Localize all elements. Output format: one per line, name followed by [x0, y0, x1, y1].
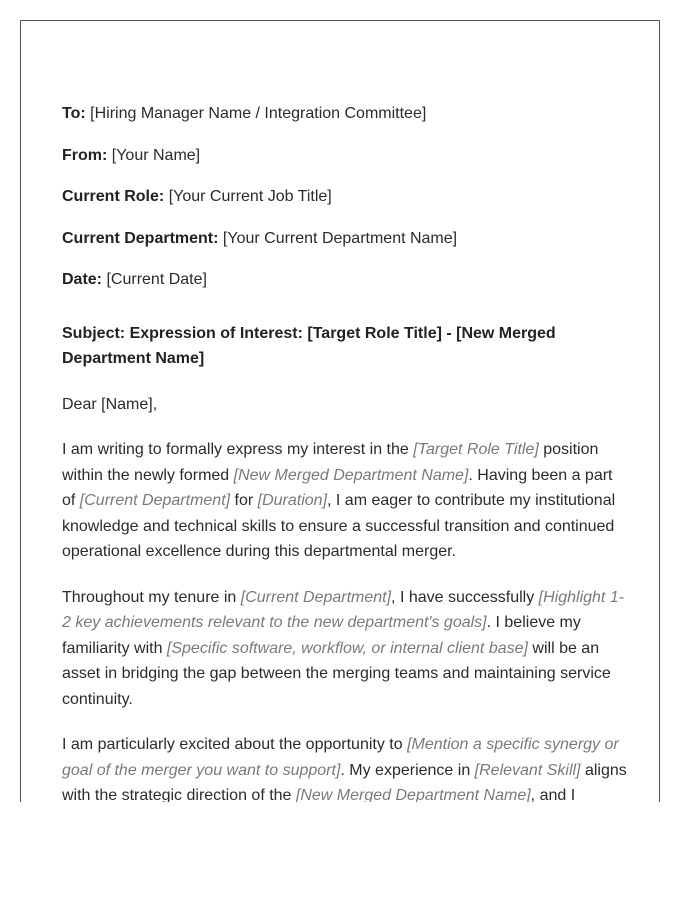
current-role-value: [Your Current Job Title]	[168, 188, 332, 205]
date-field	[62, 267, 627, 293]
body-text: , and I	[530, 787, 576, 802]
current-department-label: Current Department:	[62, 229, 219, 247]
body-text: , I have successfully	[391, 588, 539, 606]
body-text: will be an asset in bridging the gap between the merging teams and maintaining service continuity.	[62, 639, 611, 708]
subject-line: Subject: Expression of Interest: [Target Role Title] - [New Merged Department Name]	[62, 324, 556, 367]
from-field	[62, 143, 627, 169]
body-paragraph	[62, 732, 627, 802]
to-field	[62, 101, 627, 127]
body-text: I am writing to formally express my interest in the	[62, 441, 414, 458]
to-label: To:	[62, 105, 86, 122]
body-paragraph	[62, 585, 627, 713]
placeholder-text: [Mention a specific synergy or goal of the merger you want to support]	[62, 736, 619, 779]
current-department-field	[62, 226, 627, 252]
body-text: position within the newly formed	[62, 441, 599, 484]
from-label: From:	[62, 146, 108, 164]
letter-content	[62, 101, 627, 802]
body-text: . My experience in	[340, 761, 475, 779]
body-text: . Having been a part of	[62, 466, 613, 509]
body-text: Throughout my tenure in	[62, 588, 241, 606]
current-department-value: [Your Current Department Name]	[222, 229, 458, 247]
body-text: I am particularly excited about the opportunity to	[62, 736, 408, 753]
placeholder-text: [New Merged Department Name]	[233, 466, 469, 484]
current-role-field	[62, 184, 627, 210]
placeholder-text: [Duration]	[257, 492, 328, 509]
body-text: . I believe my familiarity with	[62, 614, 581, 657]
body-text: aligns with the strategic direction of the	[62, 761, 627, 802]
letter-page	[20, 20, 660, 802]
placeholder-text: [Target Role Title]	[413, 441, 539, 458]
salutation: Dear [Name],	[62, 395, 158, 413]
body-text: , I am eager to contribute my institutional knowledge and technical skills to ensure a successful transition and continued operational excellence during this departmental merger.	[62, 492, 616, 560]
body-paragraph	[62, 437, 627, 565]
placeholder-text: [Current Department]	[240, 588, 392, 606]
letter-body	[62, 437, 627, 802]
from-value: [Your Name]	[111, 146, 201, 164]
placeholder-text: [Current Department]	[79, 492, 231, 509]
date-label: Date:	[62, 271, 103, 288]
current-role-label: Current Role:	[62, 188, 165, 205]
body-text: for	[230, 492, 258, 509]
date-value: [Current Date]	[106, 271, 207, 288]
placeholder-text: [Relevant Skill]	[474, 761, 581, 779]
placeholder-text: [Specific software, workflow, or internal client base]	[166, 639, 528, 657]
placeholder-text: [New Merged Department Name]	[295, 787, 531, 802]
placeholder-text: [Highlight 1-2 key achievements relevant to the new department's goals]	[62, 588, 625, 631]
to-value: [Hiring Manager Name / Integration Committee]	[90, 105, 427, 122]
